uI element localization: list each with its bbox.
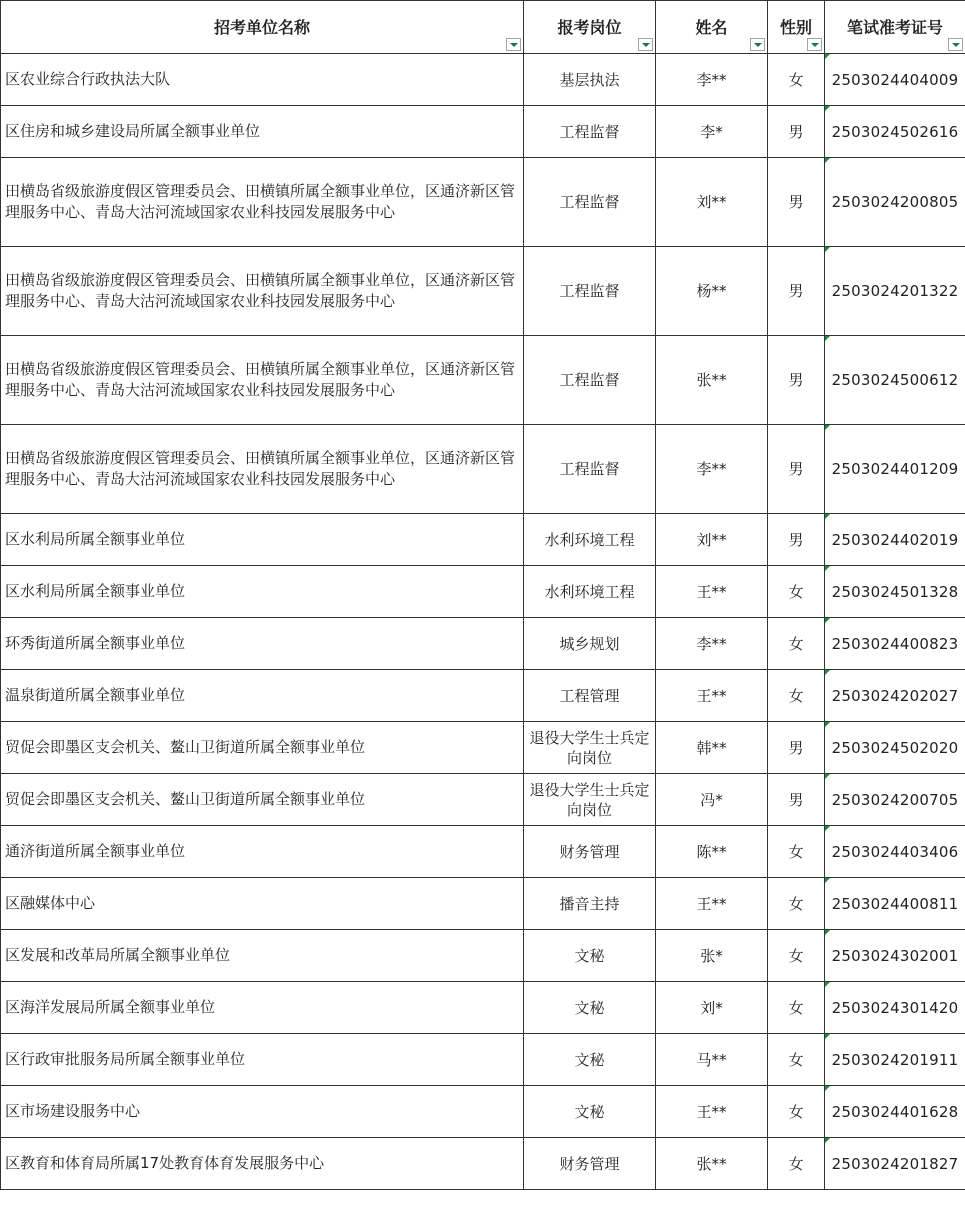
cell-name[interactable]: 刘** bbox=[656, 514, 768, 566]
cell-position[interactable]: 工程监督 bbox=[524, 106, 656, 158]
table-row bbox=[1, 774, 965, 826]
cell-unit[interactable]: 环秀街道所属全额事业单位 bbox=[1, 618, 524, 670]
filter-dropdown-icon[interactable] bbox=[948, 38, 963, 51]
header-row bbox=[1, 1, 965, 54]
cell-position[interactable]: 工程监督 bbox=[524, 336, 656, 425]
cell-gender[interactable]: 男 bbox=[768, 722, 825, 774]
cell-exam-id[interactable]: 2503024501328 bbox=[825, 566, 965, 618]
cell-unit[interactable]: 区海洋发展局所属全额事业单位 bbox=[1, 982, 524, 1034]
cell-gender[interactable]: 男 bbox=[768, 106, 825, 158]
cell-exam-id[interactable]: 2503024201911 bbox=[825, 1034, 965, 1086]
cell-unit[interactable]: 温泉街道所属全额事业单位 bbox=[1, 670, 524, 722]
header-exam-id bbox=[825, 1, 965, 54]
cell-unit[interactable]: 田横岛省级旅游度假区管理委员会、田横镇所属全额事业单位，区通济新区管理服务中心、青岛大沽河流域国家农业科技园发展服务中心 bbox=[1, 336, 524, 425]
cell-position[interactable]: 文秘 bbox=[524, 930, 656, 982]
cell-position[interactable]: 退役大学生士兵定向岗位 bbox=[524, 722, 656, 774]
cell-exam-id[interactable]: 2503024502020 bbox=[825, 722, 965, 774]
cell-exam-id[interactable]: 2503024502616 bbox=[825, 106, 965, 158]
table-row bbox=[1, 670, 965, 722]
cell-exam-id[interactable]: 2503024301420 bbox=[825, 982, 965, 1034]
cell-name[interactable]: 陈** bbox=[656, 826, 768, 878]
cell-position[interactable]: 播音主持 bbox=[524, 878, 656, 930]
cell-unit[interactable]: 田横岛省级旅游度假区管理委员会、田横镇所属全额事业单位，区通济新区管理服务中心、青岛大沽河流域国家农业科技园发展服务中心 bbox=[1, 247, 524, 336]
cell-exam-id[interactable]: 2503024500612 bbox=[825, 336, 965, 425]
cell-position[interactable]: 财务管理 bbox=[524, 1138, 656, 1190]
cell-exam-id[interactable]: 2503024400823 bbox=[825, 618, 965, 670]
cell-unit[interactable]: 区教育和体育局所属17处教育体育发展服务中心 bbox=[1, 1138, 524, 1190]
cell-name[interactable]: 冯* bbox=[656, 774, 768, 826]
cell-gender[interactable]: 女 bbox=[768, 930, 825, 982]
cell-name[interactable]: 马** bbox=[656, 1034, 768, 1086]
table-row bbox=[1, 247, 965, 336]
cell-gender[interactable]: 男 bbox=[768, 158, 825, 247]
cell-name[interactable]: 刘** bbox=[656, 158, 768, 247]
header-unit bbox=[1, 1, 524, 54]
cell-unit[interactable]: 区水利局所属全额事业单位 bbox=[1, 566, 524, 618]
cell-unit[interactable]: 区农业综合行政执法大队 bbox=[1, 54, 524, 106]
cell-gender[interactable]: 女 bbox=[768, 826, 825, 878]
cell-unit[interactable]: 贸促会即墨区支会机关、鳌山卫街道所属全额事业单位 bbox=[1, 774, 524, 826]
cell-gender[interactable]: 女 bbox=[768, 1034, 825, 1086]
cell-position[interactable]: 文秘 bbox=[524, 1086, 656, 1138]
cell-unit[interactable]: 贸促会即墨区支会机关、鳌山卫街道所属全额事业单位 bbox=[1, 722, 524, 774]
filter-dropdown-icon[interactable] bbox=[506, 38, 521, 51]
cell-exam-id[interactable]: 2503024200705 bbox=[825, 774, 965, 826]
cell-gender[interactable]: 女 bbox=[768, 878, 825, 930]
header-position-label: 报考岗位 bbox=[557, 17, 622, 37]
cell-exam-id[interactable]: 2503024201827 bbox=[825, 1138, 965, 1190]
header-exam-id-label: 笔试准考证号 bbox=[846, 17, 943, 37]
cell-unit[interactable]: 区水利局所属全额事业单位 bbox=[1, 514, 524, 566]
cell-position[interactable]: 基层执法 bbox=[524, 54, 656, 106]
table-row bbox=[1, 514, 965, 566]
cell-name[interactable]: 李** bbox=[656, 425, 768, 514]
cell-position[interactable]: 水利环境工程 bbox=[524, 566, 656, 618]
cell-gender[interactable]: 男 bbox=[768, 425, 825, 514]
cell-gender[interactable]: 女 bbox=[768, 618, 825, 670]
cell-position[interactable]: 财务管理 bbox=[524, 826, 656, 878]
cell-gender[interactable]: 女 bbox=[768, 54, 825, 106]
cell-position[interactable]: 工程监督 bbox=[524, 158, 656, 247]
cell-unit[interactable]: 区融媒体中心 bbox=[1, 878, 524, 930]
cell-exam-id[interactable]: 2503024401628 bbox=[825, 1086, 965, 1138]
cell-name[interactable]: 王** bbox=[656, 878, 768, 930]
cell-gender[interactable]: 女 bbox=[768, 1138, 825, 1190]
cell-exam-id[interactable]: 2503024302001 bbox=[825, 930, 965, 982]
cell-position[interactable]: 退役大学生士兵定向岗位 bbox=[524, 774, 656, 826]
cell-exam-id[interactable]: 2503024404009 bbox=[825, 54, 965, 106]
cell-unit[interactable]: 田横岛省级旅游度假区管理委员会、田横镇所属全额事业单位，区通济新区管理服务中心、青岛大沽河流域国家农业科技园发展服务中心 bbox=[1, 158, 524, 247]
filter-dropdown-icon[interactable] bbox=[750, 38, 765, 51]
cell-name[interactable]: 李** bbox=[656, 618, 768, 670]
header-name-label: 姓名 bbox=[695, 17, 728, 37]
table-row bbox=[1, 54, 965, 106]
header-gender-label: 性别 bbox=[779, 17, 812, 37]
table-row bbox=[1, 878, 965, 930]
cell-name[interactable]: 李** bbox=[656, 54, 768, 106]
cell-exam-id[interactable]: 2503024202027 bbox=[825, 670, 965, 722]
cell-position[interactable]: 文秘 bbox=[524, 982, 656, 1034]
cell-position[interactable]: 城乡规划 bbox=[524, 618, 656, 670]
cell-gender[interactable]: 男 bbox=[768, 247, 825, 336]
cell-unit[interactable]: 区市场建设服务中心 bbox=[1, 1086, 524, 1138]
cell-unit[interactable]: 区发展和改革局所属全额事业单位 bbox=[1, 930, 524, 982]
table-row bbox=[1, 618, 965, 670]
cell-gender[interactable]: 女 bbox=[768, 1086, 825, 1138]
cell-gender[interactable]: 女 bbox=[768, 982, 825, 1034]
cell-gender[interactable]: 男 bbox=[768, 774, 825, 826]
cell-position[interactable]: 工程监督 bbox=[524, 247, 656, 336]
cell-exam-id[interactable]: 2503024201322 bbox=[825, 247, 965, 336]
table-row bbox=[1, 1034, 965, 1086]
cell-name[interactable]: 张* bbox=[656, 930, 768, 982]
cell-name[interactable]: 王** bbox=[656, 566, 768, 618]
cell-position[interactable]: 文秘 bbox=[524, 1034, 656, 1086]
table-row bbox=[1, 106, 965, 158]
cell-position[interactable]: 工程管理 bbox=[524, 670, 656, 722]
cell-name[interactable]: 韩** bbox=[656, 722, 768, 774]
cell-exam-id[interactable]: 2503024401209 bbox=[825, 425, 965, 514]
cell-exam-id[interactable]: 2503024402019 bbox=[825, 514, 965, 566]
table-row bbox=[1, 826, 965, 878]
cell-name[interactable]: 张** bbox=[656, 1138, 768, 1190]
table-row bbox=[1, 158, 965, 247]
cell-unit[interactable]: 区行政审批服务局所属全额事业单位 bbox=[1, 1034, 524, 1086]
filter-dropdown-icon[interactable] bbox=[807, 38, 822, 51]
cell-gender[interactable]: 男 bbox=[768, 336, 825, 425]
cell-name[interactable]: 王** bbox=[656, 670, 768, 722]
table-row bbox=[1, 722, 965, 774]
cell-gender[interactable]: 女 bbox=[768, 670, 825, 722]
filter-dropdown-icon[interactable] bbox=[638, 38, 653, 51]
header-unit-label: 招考单位名称 bbox=[213, 17, 310, 37]
cell-name[interactable]: 杨** bbox=[656, 247, 768, 336]
cell-exam-id[interactable]: 2503024200805 bbox=[825, 158, 965, 247]
cell-name[interactable]: 张** bbox=[656, 336, 768, 425]
cell-gender[interactable]: 男 bbox=[768, 514, 825, 566]
cell-position[interactable]: 工程监督 bbox=[524, 425, 656, 514]
cell-name[interactable]: 李* bbox=[656, 106, 768, 158]
cell-unit[interactable]: 区住房和城乡建设局所属全额事业单位 bbox=[1, 106, 524, 158]
cell-position[interactable]: 水利环境工程 bbox=[524, 514, 656, 566]
table-row bbox=[1, 425, 965, 514]
cell-unit[interactable]: 通济街道所属全额事业单位 bbox=[1, 826, 524, 878]
table-row bbox=[1, 336, 965, 425]
table-row bbox=[1, 566, 965, 618]
table-row bbox=[1, 982, 965, 1034]
cell-unit[interactable]: 田横岛省级旅游度假区管理委员会、田横镇所属全额事业单位，区通济新区管理服务中心、青岛大沽河流域国家农业科技园发展服务中心 bbox=[1, 425, 524, 514]
cell-gender[interactable]: 女 bbox=[768, 566, 825, 618]
cell-exam-id[interactable]: 2503024400811 bbox=[825, 878, 965, 930]
table-row bbox=[1, 1138, 965, 1190]
header-position bbox=[524, 1, 656, 54]
header-gender bbox=[768, 1, 825, 54]
cell-name[interactable]: 刘* bbox=[656, 982, 768, 1034]
cell-exam-id[interactable]: 2503024403406 bbox=[825, 826, 965, 878]
table-row bbox=[1, 1086, 965, 1138]
cell-name[interactable]: 王** bbox=[656, 1086, 768, 1138]
header-name bbox=[656, 1, 768, 54]
table-row bbox=[1, 930, 965, 982]
